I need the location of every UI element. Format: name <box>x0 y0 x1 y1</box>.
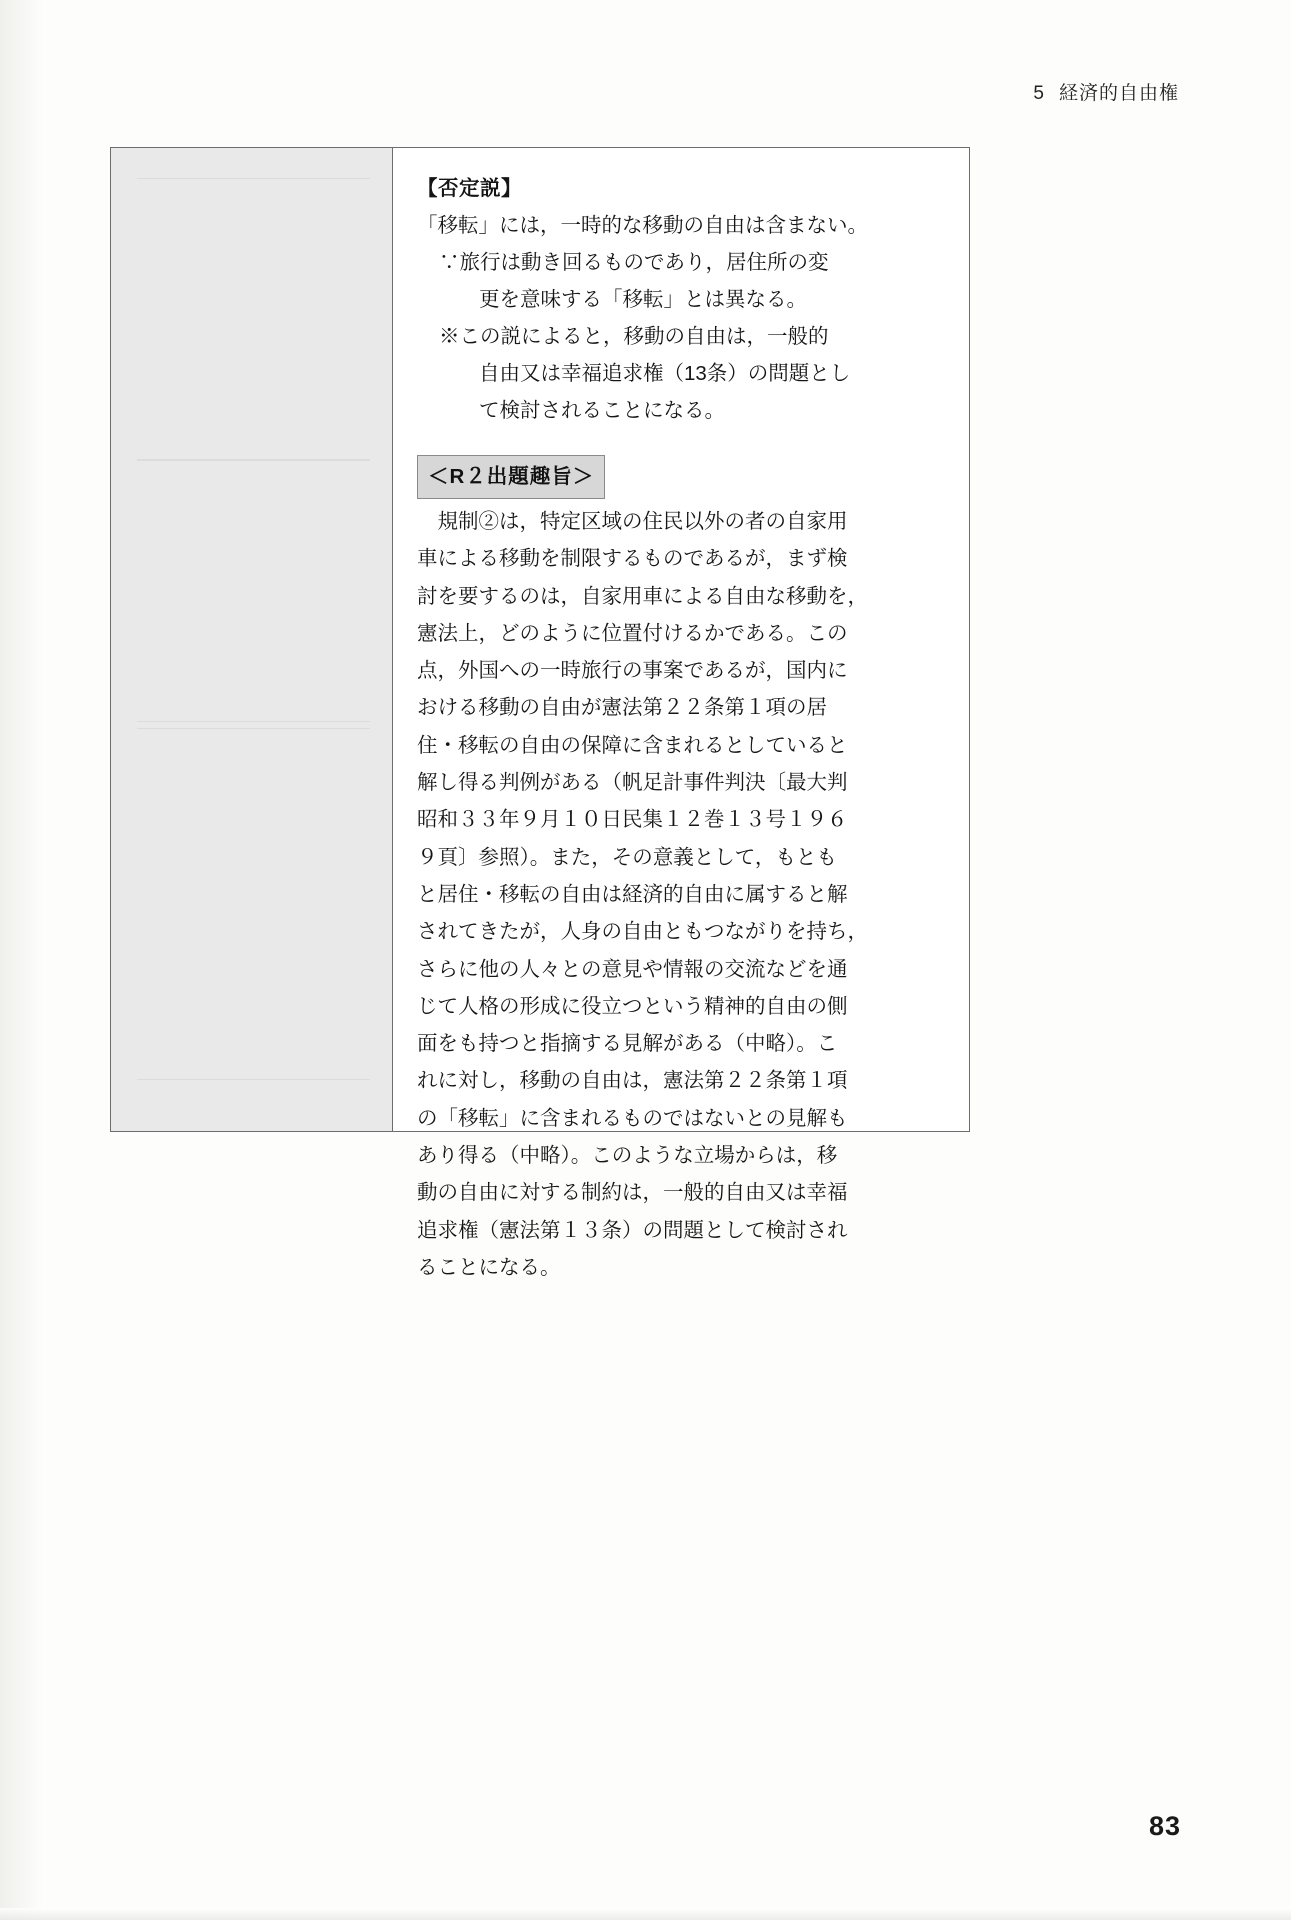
exam-line-21: ることになる。 <box>417 1255 561 1279</box>
negation-line-2: ∵旅行は動き回るものであり，居住所の変 <box>439 251 829 274</box>
exam-line-5: 点，外国への一時旅行の事案であるが，国内に <box>417 659 848 683</box>
page-edge-shadow <box>0 0 46 1920</box>
exam-line-2: 車による移動を制限するものであるが，まず検 <box>417 547 848 571</box>
content-frame <box>110 147 970 1279</box>
exam-line-11: と居住・移転の自由は経済的自由に属すると解 <box>417 882 848 906</box>
negation-line-6: て検討されることになる。 <box>479 399 725 422</box>
negation-line-4: ※この説によると，移動の自由は，一般的 <box>439 325 829 348</box>
negation-line-5: 自由又は幸福追求権（13条）の問題とし <box>479 362 851 385</box>
negation-theory-label: 【否定説】 <box>417 177 522 200</box>
negation-line-3: 更を意味する「移転」とは異なる。 <box>479 288 807 311</box>
exam-line-16: れに対し，移動の自由は，憲法第２２条第１項 <box>417 1069 848 1093</box>
exam-line-13: さらに他の人々との意見や情報の交流などを通 <box>417 957 848 981</box>
exam-line-9: 昭和３３年９月１０日民集１２巻１３号１９６ <box>417 808 848 832</box>
page-number: 83 <box>1148 1811 1181 1841</box>
exam-intent-body <box>417 503 943 1286</box>
exam-line-20: 追求権（憲法第１３条）の問題として検討され <box>417 1218 848 1242</box>
exam-line-6: おける移動の自由が憲法第２２条第１項の居 <box>417 696 827 720</box>
ghost-text-block-3 <box>137 728 370 1080</box>
left-margin-column <box>111 148 393 1131</box>
exam-line-17: の「移転」に含まれるものではないとの見解も <box>417 1106 848 1130</box>
exam-line-12: されてきたが，人身の自由ともつながりを持ち， <box>417 920 868 944</box>
ghost-text-block-1 <box>137 178 370 460</box>
exam-line-15: 面をも持つと指摘する見解がある（中略）。こ <box>417 1032 838 1056</box>
main-text-column <box>393 148 969 1279</box>
negation-line-1: 「移転」には，一時的な移動の自由は含まない。 <box>417 214 868 237</box>
exam-line-1: 規制②は，特定区域の住民以外の者の自家用 <box>417 510 848 533</box>
running-header-title: 経済的自由権 <box>1058 83 1179 104</box>
exam-line-18: あり得る（中略）。このような立場からは，移 <box>417 1144 838 1168</box>
ghost-text-block-2 <box>137 460 370 722</box>
running-header <box>1033 78 1179 105</box>
exam-line-14: じて人格の形成に役立つという精神的自由の側 <box>417 994 848 1018</box>
exam-line-7: 住・移転の自由の保障に含まれるとしていると <box>417 733 848 757</box>
exam-line-8: 解し得る判例がある（帆足計事件判決〔最大判 <box>417 771 848 795</box>
exam-line-4: 憲法上，どのように位置付けるかである。この <box>417 621 848 645</box>
exam-line-10: ９頁〕参照）。また，その意義として，もとも <box>417 845 837 869</box>
exam-intent-heading: ＜R２出題趣旨＞ <box>417 455 605 499</box>
page-bottom-shadow <box>0 1908 1291 1920</box>
exam-line-19: 動の自由に対する制約は，一般的自由又は幸福 <box>417 1181 848 1205</box>
exam-line-3: 討を要するのは，自家用車による自由な移動を， <box>417 584 868 608</box>
running-header-number: 5 <box>1033 83 1045 104</box>
